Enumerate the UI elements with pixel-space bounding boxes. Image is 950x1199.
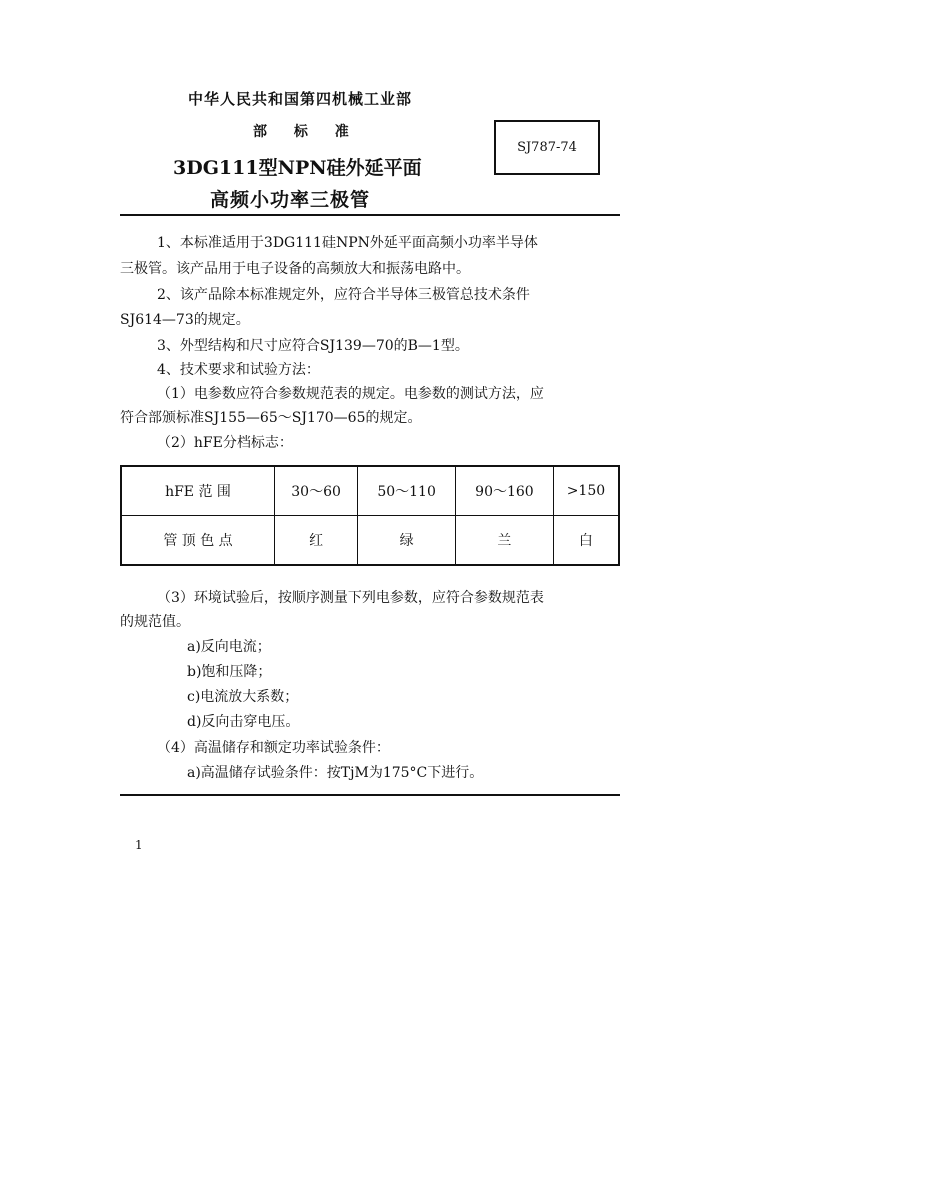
clause-4-1-line2: 符合部颁标准SJ155—65～SJ170—65的规定。 xyxy=(120,410,422,426)
table-row xyxy=(121,516,619,566)
clause-2-line1: 2、该产品除本标准规定外，应符合半导体三极管总技术条件 xyxy=(157,287,530,303)
list-item-d: d)反向击穿电压。 xyxy=(187,714,300,730)
color-dot-cell: 绿 xyxy=(358,516,456,566)
color-dot-header: 管 顶 色 点 xyxy=(121,516,275,566)
hfe-grading-table xyxy=(120,465,620,566)
list-item-c: c)电流放大系数； xyxy=(187,689,299,705)
clause-4: 4、技术要求和试验方法： xyxy=(157,362,320,378)
clause-2-line2: SJ614—73的规定。 xyxy=(120,312,250,328)
standard-number-box xyxy=(494,120,600,175)
table-row xyxy=(121,466,619,516)
hfe-range-header: hFE 范 围 xyxy=(121,466,275,516)
list-item-b: b)饱和压降； xyxy=(187,664,272,680)
clause-4-1-line1: （1）电参数应符合参数规范表的规定。电参数的测试方法，应 xyxy=(157,386,544,402)
document-title-line2: 高频小功率三极管 xyxy=(210,189,371,211)
clause-4-3-line2: 的规范值。 xyxy=(120,614,190,630)
color-dot-cell: 红 xyxy=(275,516,358,566)
hfe-range-cell: 50～110 xyxy=(358,466,456,516)
hfe-range-cell: >150 xyxy=(553,466,619,516)
top-rule xyxy=(120,214,620,216)
clause-4-4: （4）高温储存和额定功率试验条件： xyxy=(157,740,390,756)
standard-number: SJ787-74 xyxy=(517,140,577,155)
hfe-range-cell: 30～60 xyxy=(275,466,358,516)
hfe-range-cell: 90～160 xyxy=(456,466,554,516)
issuing-organization: 中华人民共和国第四机械工业部 xyxy=(188,90,413,108)
color-dot-cell: 兰 xyxy=(456,516,554,566)
clause-3: 3、外型结构和尺寸应符合SJ139—70的B—1型。 xyxy=(157,338,469,354)
clause-4-2: （2）hFE分档标志： xyxy=(157,435,293,451)
page-number: 1 xyxy=(135,838,143,852)
standard-type-label: 部 标 准 xyxy=(253,124,349,140)
list-item-a: a)反向电流； xyxy=(187,639,271,655)
clause-4-3-line1: （3）环境试验后，按顺序测量下列电参数，应符合参数规范表 xyxy=(157,590,544,606)
clause-1-line1: 1、本标准适用于3DG111硅NPN外延平面高频小功率半导体 xyxy=(157,235,538,251)
clause-1-line2: 三极管。该产品用于电子设备的高频放大和振荡电路中。 xyxy=(120,261,470,277)
bottom-rule xyxy=(120,794,620,796)
color-dot-cell: 白 xyxy=(553,516,619,566)
clause-4-4-a: a)高温储存试验条件：按TjM为175°C下进行。 xyxy=(187,765,484,781)
document-title-line1: 3DG111型NPN硅外延平面 xyxy=(173,157,422,179)
